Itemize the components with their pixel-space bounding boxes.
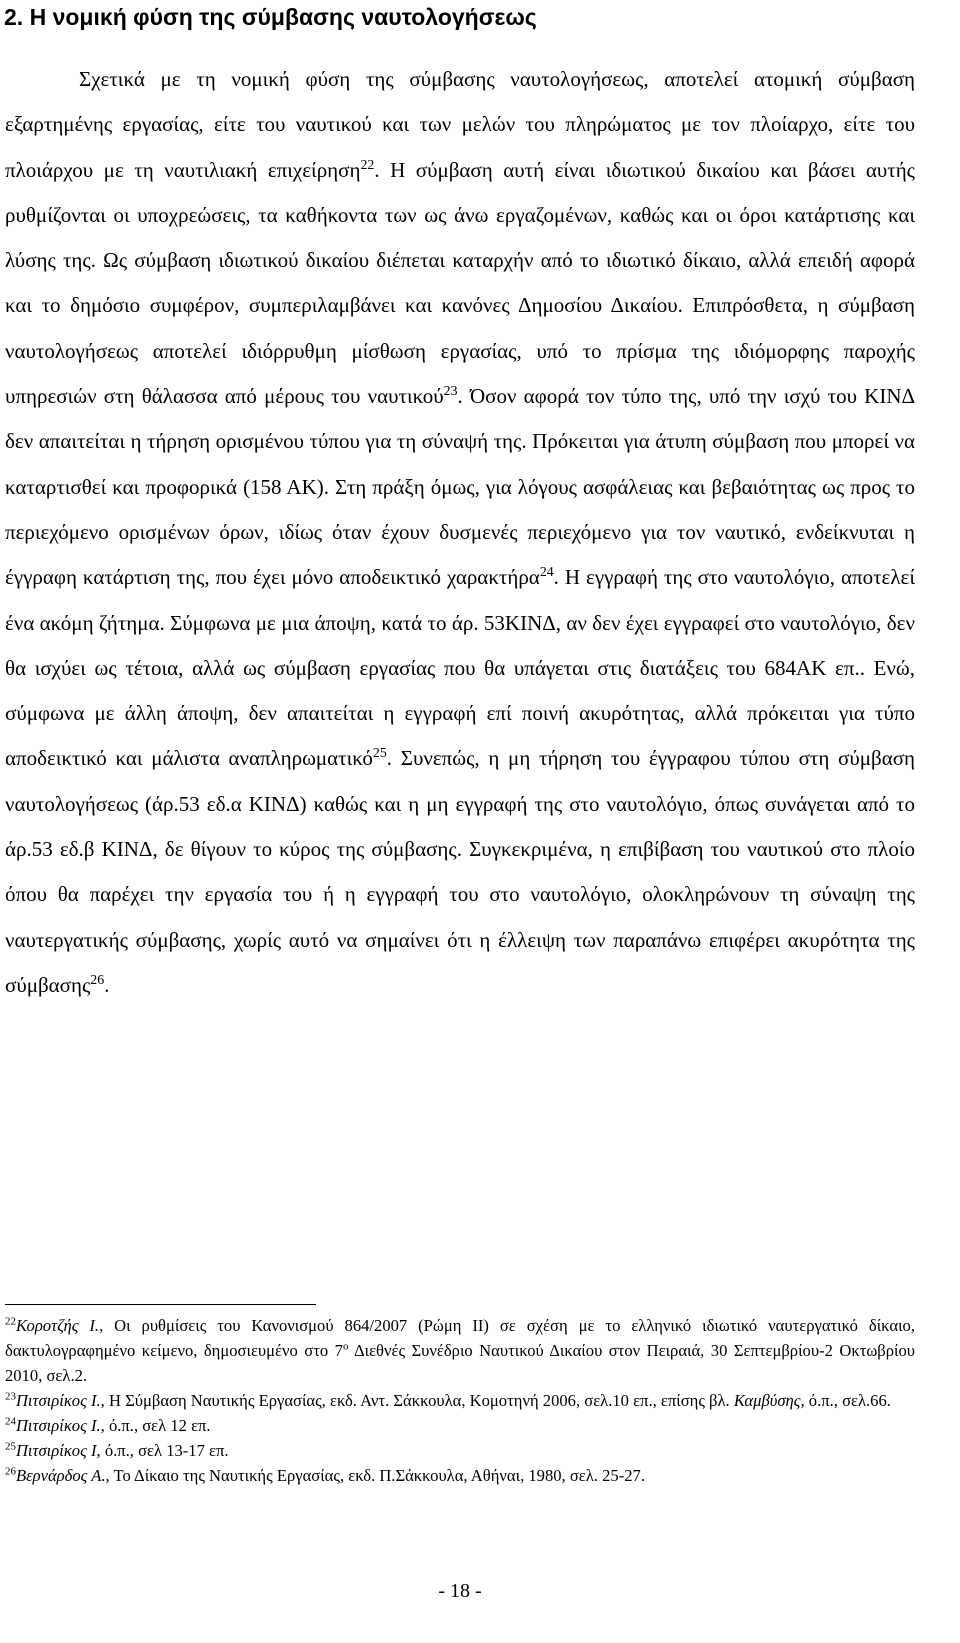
footnote-author: Βερνάρδος Α. <box>15 1466 106 1485</box>
footnote-author: Πιτσιρίκος Ι <box>15 1441 97 1460</box>
footnote-text: , Η Σύμβαση Ναυτικής Εργασίας, εκδ. Αντ. Σάκκουλα, Κομοτηνή 2006, σελ.10 επ., επίσης βλ. <box>100 1391 734 1410</box>
footnote-text: , Το Δίκαιο της Ναυτικής Εργασίας, εκδ. Π.Σάκκουλα, Αθήναι, 1980, σελ. 25-27. <box>105 1466 645 1485</box>
footnote-text: , ό.π., σελ 12 επ. <box>100 1416 211 1435</box>
body-paragraph <box>5 57 915 1008</box>
footnote-number: 26 <box>5 1465 16 1478</box>
footnote <box>5 1438 915 1463</box>
footnotes <box>5 1313 915 1488</box>
body-text-part: Σχετικά με τη νομική φύση της σύμβασης ναυτολογήσεως, αποτελεί ατομική σύμβαση εξαρτημένης εργασίας, είτε του ναυτικού και των μελών του πληρώματος με τον πλοίαρχο, είτε του πλοιάρχου με τη ναυτιλιακή επιχείρηση <box>5 67 915 182</box>
body-text-part: . Η εγγραφή της στο ναυτολόγιο, αποτελεί ένα ακόμη ζήτημα. Σύμφωνα με μια άποψη, κατά το άρ. 53ΚΙΝΔ, αν δεν έχει εγγραφεί στο ναυτολόγιο, δεν θα ισχύει ως τέτοια, αλλά ως σύμβαση εργασίας που θα υπάγεται στις διατάξεις του 684ΑΚ επ.. Ενώ, σύμφωνα με άλλη άποψη, δεν απαιτείται η εγγραφή επί ποινή ακυρότητας, αλλά πρόκειται για τύπο αποδεικτικό και μάλιστα αναπληρωματικό <box>5 565 915 771</box>
footnote-number: 25 <box>5 1440 16 1453</box>
footnote <box>5 1463 915 1488</box>
footnote-text: , ό.π., σελ 13-17 επ. <box>96 1441 229 1460</box>
footnote-text: Διεθνές Συνέδριο Ναυτικού Δικαίου στον Πειραιά, 30 Σεπτεμβρίου-2 Οκτωβρίου 2010, σελ.2. <box>5 1341 915 1385</box>
footnote-ref: 22 <box>360 156 375 172</box>
body-text-part: . <box>104 972 110 997</box>
footnote-separator <box>5 1304 316 1305</box>
footnote-ref: 23 <box>443 383 458 399</box>
footnote-author: Καμβύσης, <box>733 1391 805 1410</box>
page-number: - 18 - <box>438 1580 482 1602</box>
footnote <box>5 1388 915 1413</box>
body-text-part: . Η σύμβαση αυτή είναι ιδιωτικού δικαίου και βάσει αυτής ρυθμίζονται οι υποχρεώσεις, τα καθήκοντα των ως άνω εργαζομένων, καθώς και οι όροι κατάρτισης και λύσης της. Ως σύμβαση ιδιωτικού δικαίου διέπεται καταρχήν από το ιδιωτικό δίκαιο, αλλά επειδή αφορά και το δημόσιο συμφέρον, συμπεριλαμβάνει και κανόνες Δημοσίου Δικαίου. Επιπρόσθετα, η σύμβαση ναυτολογήσεως αποτελεί ιδιόρρυθμη μίσθωση εργασίας, υπό το πρίσμα της ιδιόμορφης παροχής υπηρεσιών στη θάλασσα από μέρους του ναυτικού <box>5 157 916 409</box>
footnote-number: 24 <box>5 1415 16 1428</box>
footnote-text: ό.π., σελ.66. <box>804 1391 891 1410</box>
footnote-superscript: ο <box>342 1340 349 1353</box>
footnote-number: 22 <box>5 1315 16 1328</box>
footnote-ref: 24 <box>539 564 554 580</box>
footnote-author: Κοροτζής Ι. <box>15 1316 100 1335</box>
body-text-part: . Όσον αφορά τον τύπο της, υπό την ισχύ του ΚΙΝΔ δεν απαιτείται η τήρηση ορισμένου τύπου για τη σύναψή της. Πρόκειται για άτυπη σύμβαση που μπορεί να καταρτισθεί και προφορικά (158 ΑΚ). Στη πράξη όμως, για λόγους ασφάλειας και βεβαιότητας ως προς το περιεχόμενο ορισμένων όρων, ιδίως όταν έχουν δυσμενές περιεχόμενο για τον ναυτικό, ενδείκνυται η έγγραφη κατάρτιση της, που έχει μόνο αποδεικτικό χαρακτήρα <box>5 384 915 590</box>
footnote-ref: 25 <box>372 745 387 761</box>
footnote-ref: 26 <box>90 971 105 987</box>
footnote <box>5 1413 915 1438</box>
footnote-author: Πιτσιρίκος Ι. <box>15 1391 101 1410</box>
footnote-author: Πιτσιρίκος Ι. <box>15 1416 101 1435</box>
body-text-part: . Συνεπώς, η μη τήρηση του έγγραφου τύπου στη σύμβαση ναυτολογήσεως (άρ.53 εδ.α ΚΙΝΔ) καθώς και η μη εγγραφή της στο ναυτολόγιο, όπως συνάγεται από το άρ.53 εδ.β ΚΙΝΔ, δε θίγουν το κύρος της σύμβασης. Συγκεκριμένα, η επιβίβαση του ναυτικού στο πλοίο όπου θα παρέχει την εργασία του ή η εγγραφή του στο ναυτολόγιο, ολοκληρώνουν τη σύναψη της ναυτεργατικής σύμβασης, χωρίς αυτό να σημαίνει ότι η έλλειψη των παραπάνω επιφέρει ακυρότητα της σύμβασης <box>5 746 916 997</box>
footnote <box>5 1313 915 1388</box>
footnote-number: 23 <box>5 1390 16 1403</box>
footnote-text: , Οι ρυθμίσεις του Κανονισμού 864/2007 (Ρώμη ΙΙ) σε σχέση με το ελληνικό ιδιωτικό ναυτεργατικό δίκαιο, δακτυλογραφημένο κείμενο, δημοσιευμένο στο 7 <box>5 1316 915 1360</box>
section-heading: 2. Η νομική φύση της σύμβασης ναυτολογήσεως <box>4 4 537 30</box>
